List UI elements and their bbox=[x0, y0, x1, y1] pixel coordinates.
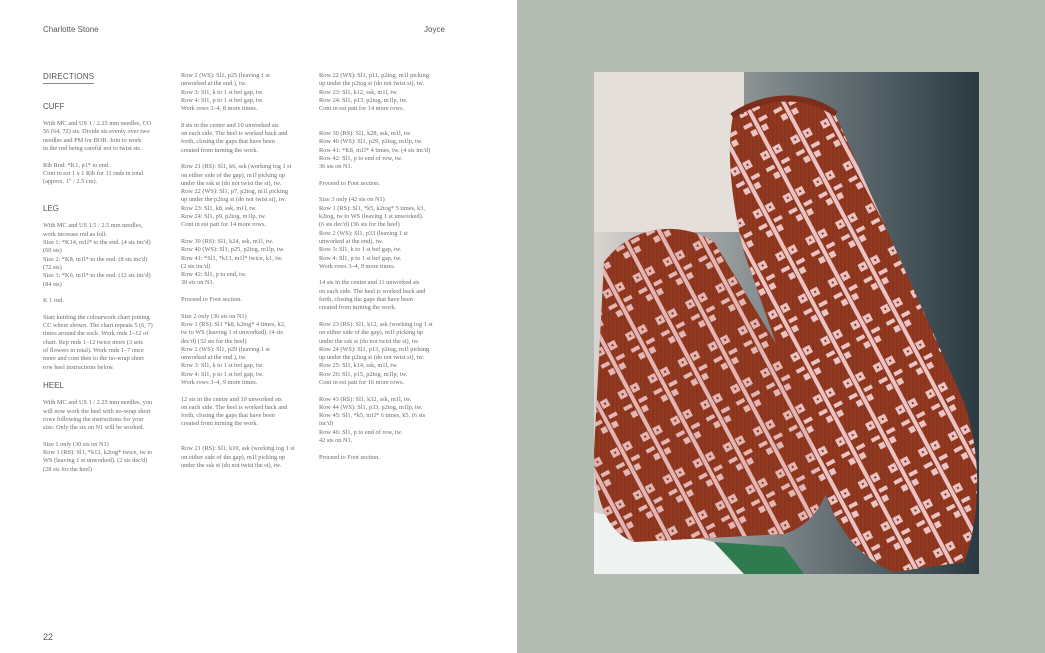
left-page bbox=[0, 0, 517, 653]
directions-heading: DIRECTIONS bbox=[43, 73, 94, 84]
instruction-line: Size 3: *K6, m1l* to the end. (12 sts inc'd) bbox=[43, 272, 151, 280]
instruction-line: tw to WS (leaving 1 st unworked). (4 sts bbox=[181, 329, 283, 337]
line-gap bbox=[43, 214, 173, 222]
instruction-line: Row 3: Sl1, k to 1 st bef gap, tw. bbox=[181, 88, 264, 96]
instruction-line: Work rows 3–4, 9 more times. bbox=[319, 262, 396, 270]
section-heading: LEG bbox=[43, 204, 60, 214]
instruction-line: size. Only the sts on N1 will be worked. bbox=[43, 424, 145, 432]
instruction-line: With MC and US 1 / 2.25 mm needles, CO bbox=[43, 120, 152, 128]
instruction-line: on either side of the gap), m1l picking up bbox=[319, 329, 424, 337]
instruction-line: 36 sts on N1. bbox=[319, 163, 353, 171]
instruction-line: chart. Rep rnds 1–12 twice more (3 sets bbox=[43, 338, 144, 346]
instruction-line: Row 39 (RS): Sl1, k28, ssk, m1l, tw. bbox=[319, 130, 412, 138]
running-header-pattern-name: Joyce bbox=[424, 25, 445, 34]
instruction-line: WS (leaving 1 st unworked). (2 sts dec'd) bbox=[43, 457, 148, 465]
instruction-line: created from turning the work. bbox=[319, 304, 397, 312]
instruction-line: Row 23 (RS): Sl1, k12, ssk (working tog 1 st bbox=[319, 320, 433, 328]
instruction-line: Proceed to Foot section. bbox=[181, 296, 242, 304]
instruction-line: unworked at the end), tw. bbox=[319, 237, 383, 245]
instruction-line: Row 1 (RS): Sl1, *k12, k2tog* twice, tw to bbox=[43, 449, 153, 457]
line-gap bbox=[181, 230, 308, 238]
instruction-line: (72 sts) bbox=[43, 263, 62, 271]
instruction-line: Row 1 (RS): Sl1, *k5, k2tog* 5 times, k3, bbox=[319, 204, 426, 212]
instruction-line: Row 1 (RS): Sl1 *k8, k2tog* 4 times, k2, bbox=[181, 320, 286, 328]
instruction-line: (6 sts dec'd) (36 sts for the heel) bbox=[319, 221, 400, 229]
line-gap bbox=[43, 187, 173, 195]
instruction-line: Row 42: Sl1, p to end, tw. bbox=[181, 271, 247, 279]
instruction-line: Row 41: *Sl1, *k13, m1l* twice, k1, tw. bbox=[181, 254, 283, 262]
instruction-line: Row 3: Sl1, k to 1 st bef gap, tw. bbox=[319, 246, 402, 254]
instruction-line: on each side. The heel is worked back and bbox=[181, 130, 288, 138]
instruction-line: Row 24 (WS): Sl1, p13, p2tog, m1l picking bbox=[319, 345, 430, 353]
instruction-line: With MC and US 1.5 / 2.5 mm needles, bbox=[43, 222, 143, 230]
instruction-line: Cont in est patt for 16 more rows. bbox=[319, 378, 404, 386]
instruction-line: 42 sts on N1. bbox=[319, 437, 353, 445]
instruction-line: on either side of the gap), m1l picking up bbox=[181, 453, 286, 461]
instruction-line: Row 40 (WS): Sl1, p29, p2tog, m1lp, tw. bbox=[319, 138, 423, 146]
line-gap bbox=[319, 445, 449, 453]
instruction-line: Work rows 3–4, 8 more times. bbox=[181, 105, 258, 113]
instruction-line: rows following the instructions for your bbox=[43, 415, 144, 423]
instruction-line: Row 4: Sl1, p to 1 st bef gap, tw. bbox=[181, 370, 264, 378]
instruction-line: (28 sts for the heel) bbox=[43, 465, 92, 473]
running-header-author: Charlotte Stone bbox=[43, 25, 99, 34]
line-gap bbox=[319, 188, 449, 196]
instruction-line: (60 sts) bbox=[43, 247, 62, 255]
instruction-line: Row 25: Sl1, k14, ssk, m1l, tw. bbox=[319, 362, 398, 370]
line-gap bbox=[181, 288, 308, 296]
instruction-line: 56 (64, 72) sts. Divide sts evenly over two bbox=[43, 128, 150, 136]
line-gap bbox=[181, 304, 308, 312]
line-gap bbox=[181, 113, 308, 121]
line-gap bbox=[43, 433, 173, 441]
instruction-line: up under the p2tog st (do not twist st), tw. bbox=[181, 196, 287, 204]
instruction-line: times around the sock. Work rnds 1–12 of bbox=[43, 330, 149, 338]
section-heading: CUFF bbox=[43, 101, 65, 111]
section-heading: HEEL bbox=[43, 381, 64, 391]
instruction-line: row heel instructions below. bbox=[43, 363, 114, 371]
instruction-line: Size 1: *K14, m1l* to the end. (4 sts inc'd) bbox=[43, 239, 151, 247]
line-gap bbox=[319, 271, 449, 279]
instruction-line: CC where shown. The chart repeats 5 (6, 7) bbox=[43, 322, 153, 330]
sock-photo bbox=[594, 72, 979, 574]
instruction-line: With MC and US 1 / 2.25 mm needles, you bbox=[43, 399, 153, 407]
instruction-line: created from turning the work. bbox=[181, 146, 259, 154]
text-column-2 bbox=[181, 72, 308, 470]
page-number: 22 bbox=[43, 632, 54, 642]
instruction-line: Cont in est patt for 14 more rows. bbox=[181, 221, 266, 229]
line-gap bbox=[43, 93, 173, 101]
line-gap bbox=[43, 153, 173, 161]
line-gap bbox=[43, 289, 173, 297]
instruction-line: Row 26: Sl1, p15, p2tog, m1lp, tw. bbox=[319, 370, 408, 378]
instruction-line: Start knitting the colourwork chart joining bbox=[43, 313, 150, 321]
instruction-line: will now work the heel with no-wrap short bbox=[43, 407, 151, 415]
instruction-line: Rib Rnd: *K1, p1* to end. bbox=[43, 161, 110, 169]
instruction-line: Row 41: *K8, m1l* 4 times, tw. (4 sts inc'd) bbox=[319, 146, 431, 154]
instruction-line: of flowers in total). Work rnds 1–7 once bbox=[43, 346, 144, 354]
text-column-3 bbox=[319, 72, 449, 462]
instruction-line: Work rows 3–4, 9 more times. bbox=[181, 378, 258, 386]
instruction-line: Row 24: Sl1, p13, p2tog, m1lp, tw. bbox=[319, 96, 408, 104]
instruction-line: Row 3: Sl1, k to 1 st bef gap, tw. bbox=[181, 362, 264, 370]
instruction-line: Proceed to Foot section. bbox=[319, 179, 380, 187]
line-gap bbox=[43, 391, 173, 399]
instruction-line: Row 24: Sl1, p9, p2tog, m1lp, tw. bbox=[181, 213, 267, 221]
instruction-line: Row 2 (WS): Sl1, p33 (leaving 1 st bbox=[319, 229, 408, 237]
instruction-line: Size 1 only (30 sts on N1) bbox=[43, 440, 109, 448]
line-gap bbox=[43, 84, 173, 92]
instruction-line: up under the p2tog st (do not twist st), tw. bbox=[319, 354, 425, 362]
line-gap bbox=[43, 112, 173, 120]
instruction-line: under the ssk st (do not twist the st), tw. bbox=[181, 179, 282, 187]
line-gap bbox=[319, 387, 449, 395]
instruction-line: work increase rnd as foll: bbox=[43, 230, 107, 238]
instruction-line: up under the p2tog st (do not twist st), tw. bbox=[319, 80, 425, 88]
line-gap bbox=[181, 437, 308, 445]
instruction-line: Row 23: Sl1, k12, ssk, m1l, tw. bbox=[319, 88, 398, 96]
instruction-line: Row 23: Sl1, k8, ssk, m1l, tw. bbox=[181, 204, 257, 212]
instruction-line: forth, closing the gaps that have been bbox=[181, 138, 275, 146]
line-gap bbox=[319, 113, 449, 121]
instruction-line: 12 sts in the centre and 10 unworked sts bbox=[181, 395, 282, 403]
line-gap bbox=[319, 313, 449, 321]
instruction-line: forth, closing the gaps that have been bbox=[319, 296, 413, 304]
instruction-line: K 1 rnd. bbox=[43, 297, 64, 305]
line-gap bbox=[181, 429, 308, 437]
instruction-line: Row 22 (WS): Sl1, p11, p2tog, m1l picking bbox=[319, 72, 429, 79]
instruction-line: inc'd) bbox=[319, 420, 334, 428]
instruction-line: Row 21 (RS): Sl1, k6, ssk (working tog 1 st bbox=[181, 163, 292, 171]
instruction-line: unworked at the end.), tw. bbox=[181, 80, 247, 88]
instruction-line: in the rnd being careful not to twist sts. bbox=[43, 145, 142, 153]
line-gap bbox=[43, 195, 173, 203]
text-column-1 bbox=[43, 72, 173, 474]
instruction-line: (approx. 1" / 2.5 cm). bbox=[43, 178, 98, 186]
instruction-line: Row 4: Sl1, p to 1 st bef gap, tw. bbox=[319, 254, 402, 262]
instruction-line: Cont in est patt for 14 more rows. bbox=[319, 105, 404, 113]
instruction-line: Row 42: Sl1, p to end of row, tw. bbox=[319, 154, 403, 162]
line-gap bbox=[319, 172, 449, 180]
instruction-line: Row 21 (RS): Sl1, k10, ssk (working tog 1 st bbox=[181, 445, 295, 453]
instruction-line: (84 sts) bbox=[43, 280, 62, 288]
instruction-line: Row 2 (WS): Sl1, p25 (leaving 1 st bbox=[181, 72, 270, 79]
instruction-line: k2tog, tw to WS (leaving 1 st unworked). bbox=[319, 213, 424, 221]
instruction-line: 14 sts in the centre and 11 unworked sts bbox=[319, 279, 420, 287]
instruction-line: Row 40 (WS): Sl1, p25, p2tog, m1lp, tw. bbox=[181, 246, 285, 254]
instruction-line: dec'd) (32 sts for the heel) bbox=[181, 337, 247, 345]
line-gap bbox=[43, 372, 173, 380]
instruction-line: Size 2 only (36 sts on N1) bbox=[181, 312, 247, 320]
instruction-line: Cont in est 1 x 1 Rib for 11 rnds in total bbox=[43, 169, 144, 177]
instruction-line: Row 43 (RS): Sl1, k32, ssk, m1l, tw. bbox=[319, 395, 412, 403]
instruction-line: Row 22 (WS): Sl1, p7, p2tog, m1l picking bbox=[181, 188, 289, 196]
instruction-line: Proceed to Foot section. bbox=[319, 453, 380, 461]
instruction-line: Size 2: *K8, m1l* to the end. (8 sts inc'd) bbox=[43, 255, 148, 263]
instruction-line: Row 2 (WS): Sl1, p29 (leaving 1 st bbox=[181, 345, 270, 353]
instruction-line: unworked at the end.), tw. bbox=[181, 354, 247, 362]
instruction-line: Row 44 (WS): Sl1, p33, p2tog, m1lp, tw. bbox=[319, 403, 423, 411]
instruction-line: 8 sts in the centre and 10 unworked sts bbox=[181, 121, 279, 129]
instruction-line: on each side. The heel is worked back and bbox=[319, 287, 426, 295]
line-gap bbox=[181, 155, 308, 163]
instruction-line: Row 46: Sl1, p to end of row, tw. bbox=[319, 428, 403, 436]
instruction-line: needles and PM for BOR. Join to work bbox=[43, 136, 142, 144]
line-gap bbox=[43, 305, 173, 313]
instruction-line: Row 45: Sl1, *k5, m1l* 6 times, k5. (6 sts bbox=[319, 412, 426, 420]
instruction-line: Row 4: Sl1, p to 1 st bef gap, tw. bbox=[181, 96, 264, 104]
line-gap bbox=[319, 122, 449, 130]
sock-photo-illustration bbox=[594, 72, 979, 574]
instruction-line: under the ssk st (do not twist the st), tw. bbox=[319, 337, 420, 345]
instruction-line: created from turning the work. bbox=[181, 420, 259, 428]
instruction-line: Row 39 (RS): Sl1, k24, ssk, m1l, tw. bbox=[181, 237, 274, 245]
instruction-line: on either side of the gap), m1l picking up bbox=[181, 171, 286, 179]
line-gap bbox=[181, 387, 308, 395]
instruction-line: forth, closing the gaps that have been bbox=[181, 412, 275, 420]
instruction-line: under the ssk st (do not twist the st), tw. bbox=[181, 461, 282, 469]
instruction-line: more and cont then to the no-wrap short bbox=[43, 355, 144, 363]
instruction-line: (2 sts inc'd) bbox=[181, 262, 211, 270]
instruction-line: 30 sts on N1. bbox=[181, 279, 215, 287]
instruction-line: Size 3 only (42 sts on N1) bbox=[319, 196, 385, 204]
instruction-line: on each side. The heel is worked back and bbox=[181, 403, 288, 411]
